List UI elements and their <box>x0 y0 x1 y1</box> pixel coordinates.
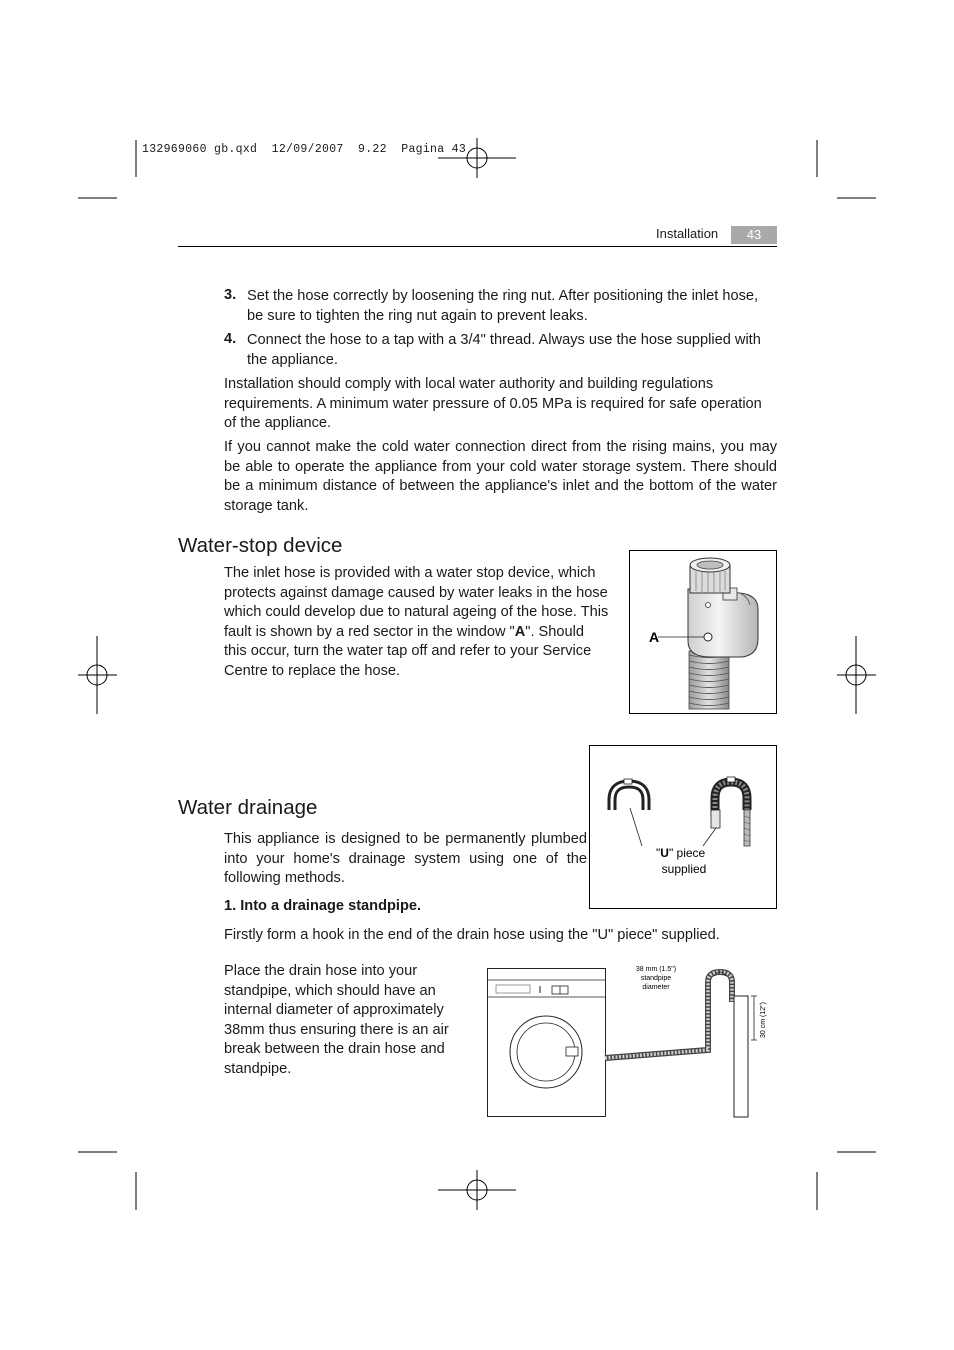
water-stop-text-1: The inlet hose is provided with a water stop device, which protects against damage caused by water leaks in the hose which could develop due to natural ageing of the hose. This fault is shown by a red sector in the window " <box>224 565 609 640</box>
method-paragraph: Firstly form a hook in the end of the drain hose using the "U" piece" supplied. <box>224 927 720 943</box>
regulations-paragraph: Installation should comply with local water authority and building regulations requirements. A minimum water pressure of 0.05 MPa is required for safe operation of the appliance. <box>224 376 762 431</box>
water-stop-heading: Water-stop device <box>178 534 343 557</box>
u-piece-caption <box>656 846 706 860</box>
indicator-window <box>704 633 712 641</box>
water-stop-device-illustration <box>630 551 776 713</box>
diameter-label-standpipe: standpipe <box>640 975 672 982</box>
caption-supplied: supplied <box>661 862 707 876</box>
water-stop-text-bold: A <box>514 623 526 640</box>
file-slug: 132969060 gb.qxd 12/09/2007 9.22 Pagina 43 <box>142 143 467 156</box>
step-text: Connect the hose to a tap with a 3/4" thread. Always use the hose supplied with the appliance. <box>247 332 761 368</box>
step-text: Set the hose correctly by loosening the ring nut. After positioning the inlet hose, be sure to tighten the ring nut again to prevent leaks. <box>247 288 759 324</box>
label-a: A <box>649 629 660 645</box>
caption-u: U <box>660 846 669 860</box>
caption-piece: " piece <box>668 846 706 860</box>
standpipe-illustration <box>486 962 778 1122</box>
standpipe-paragraph: Place the drain hose into your standpipe, which should have an internal diameter of approximately 38mm thus ensuring there is an air break between the drain hose and standpipe. <box>224 963 449 1077</box>
step-number: 4. <box>224 331 237 347</box>
header-divider <box>178 246 777 247</box>
step-number: 3. <box>224 287 237 303</box>
storage-system-paragraph: If you cannot make the cold water connection direct from the rising mains, you may be able to operate the appliance from your cold water storage system. There should be a minimum distance of between the appliance's inlet and the bottom of the water storage tank. <box>224 439 777 514</box>
washing-machine-icon <box>488 969 606 1117</box>
water-drainage-heading: Water drainage <box>178 796 318 819</box>
height-label: 30 cm (12") <box>760 1002 767 1038</box>
water-stop-figure <box>629 550 777 714</box>
u-piece-figure <box>589 745 777 909</box>
standpipe <box>734 996 748 1117</box>
diameter-label: 38 mm (1.5") <box>635 966 677 973</box>
water-drainage-paragraph: This appliance is designed to be permanently plumbed into your home's drainage system using one of the following methods. <box>224 831 587 886</box>
diameter-label-diameter: diameter <box>642 984 670 991</box>
water-stop-text-2: ". Should this occur, turn the water tap off and refer to your Service Centre to replace the hose. <box>224 623 592 679</box>
section-title: Installation <box>656 226 719 241</box>
caption-quote: " <box>656 846 661 860</box>
water-stop-paragraph <box>224 564 609 681</box>
method-title: 1. Into a drainage standpipe. <box>224 898 422 914</box>
page-number: 43 <box>731 226 777 244</box>
u-piece-illustration <box>590 746 776 908</box>
